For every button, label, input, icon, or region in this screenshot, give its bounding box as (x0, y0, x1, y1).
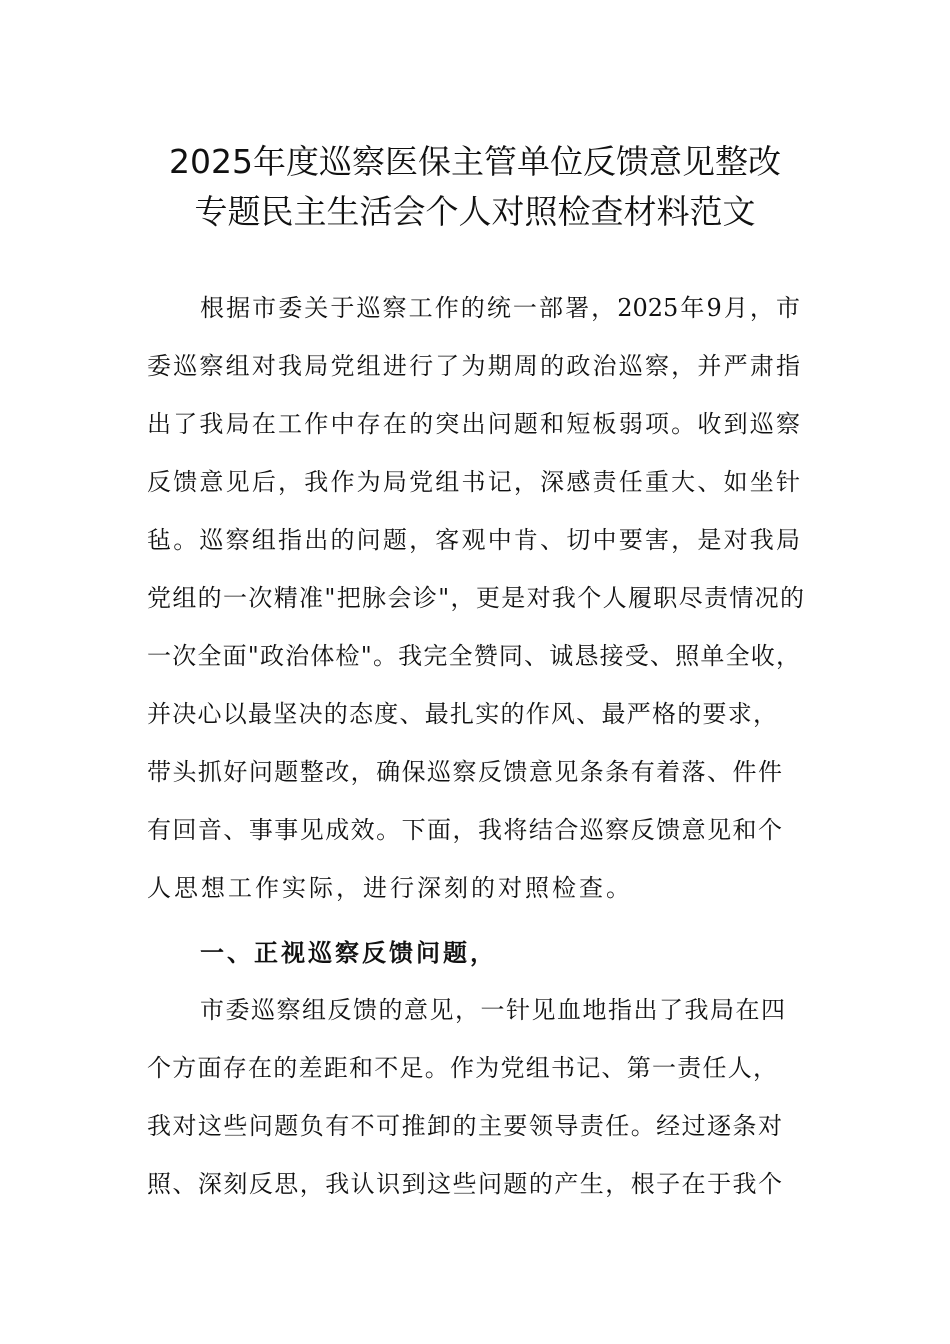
text-line: 我对这些问题负有不可推卸的主要领导责任。经过逐条对 (147, 1112, 782, 1140)
text-line: 反馈意见后，我作为局党组书记，深感责任重大、如坐针 (147, 468, 800, 496)
text-line: 照、深刻反思，我认识到这些问题的产生，根子在于我个 (147, 1170, 782, 1198)
document-title-line-1: 2025年度巡察医保主管单位反馈意见整改 (169, 142, 781, 181)
text-line: 出了我局在工作中存在的突出问题和短板弱项。收到巡察 (147, 410, 800, 438)
text-line: 一次全面"政治体检"。我完全赞同、诚恳接受、照单全收， (147, 642, 800, 670)
text-line: 毡。巡察组指出的问题，客观中肯、切中要害，是对我局 (147, 526, 800, 554)
text-line: 人思想工作实际，进行深刻的对照检查。 (147, 874, 633, 902)
text-line: 有回音、事事见成效。下面，我将结合巡察反馈意见和个 (147, 816, 782, 844)
text-line: 市委巡察组反馈的意见，一针见血地指出了我局在四 (200, 996, 785, 1024)
text-line: 带头抓好问题整改，确保巡察反馈意见条条有着落、件件 (147, 758, 782, 786)
section-heading: 一、正视巡察反馈问题， (200, 938, 497, 967)
text-line: 委巡察组对我局党组进行了为期周的政治巡察，并严肃指 (147, 352, 800, 380)
text-line: 根据市委关于巡察工作的统一部署，2025年9月，市 (200, 294, 800, 322)
text-line: 个方面存在的差距和不足。作为党组书记、第一责任人， (147, 1054, 777, 1082)
text-line: 并决心以最坚决的态度、最扎实的作风、最严格的要求， (147, 700, 777, 728)
text-line: 党组的一次精准"把脉会诊"，更是对我个人履职尽责情况的 (147, 584, 804, 612)
document-title-line-2: 专题民主生活会个人对照检查材料范文 (194, 192, 756, 231)
